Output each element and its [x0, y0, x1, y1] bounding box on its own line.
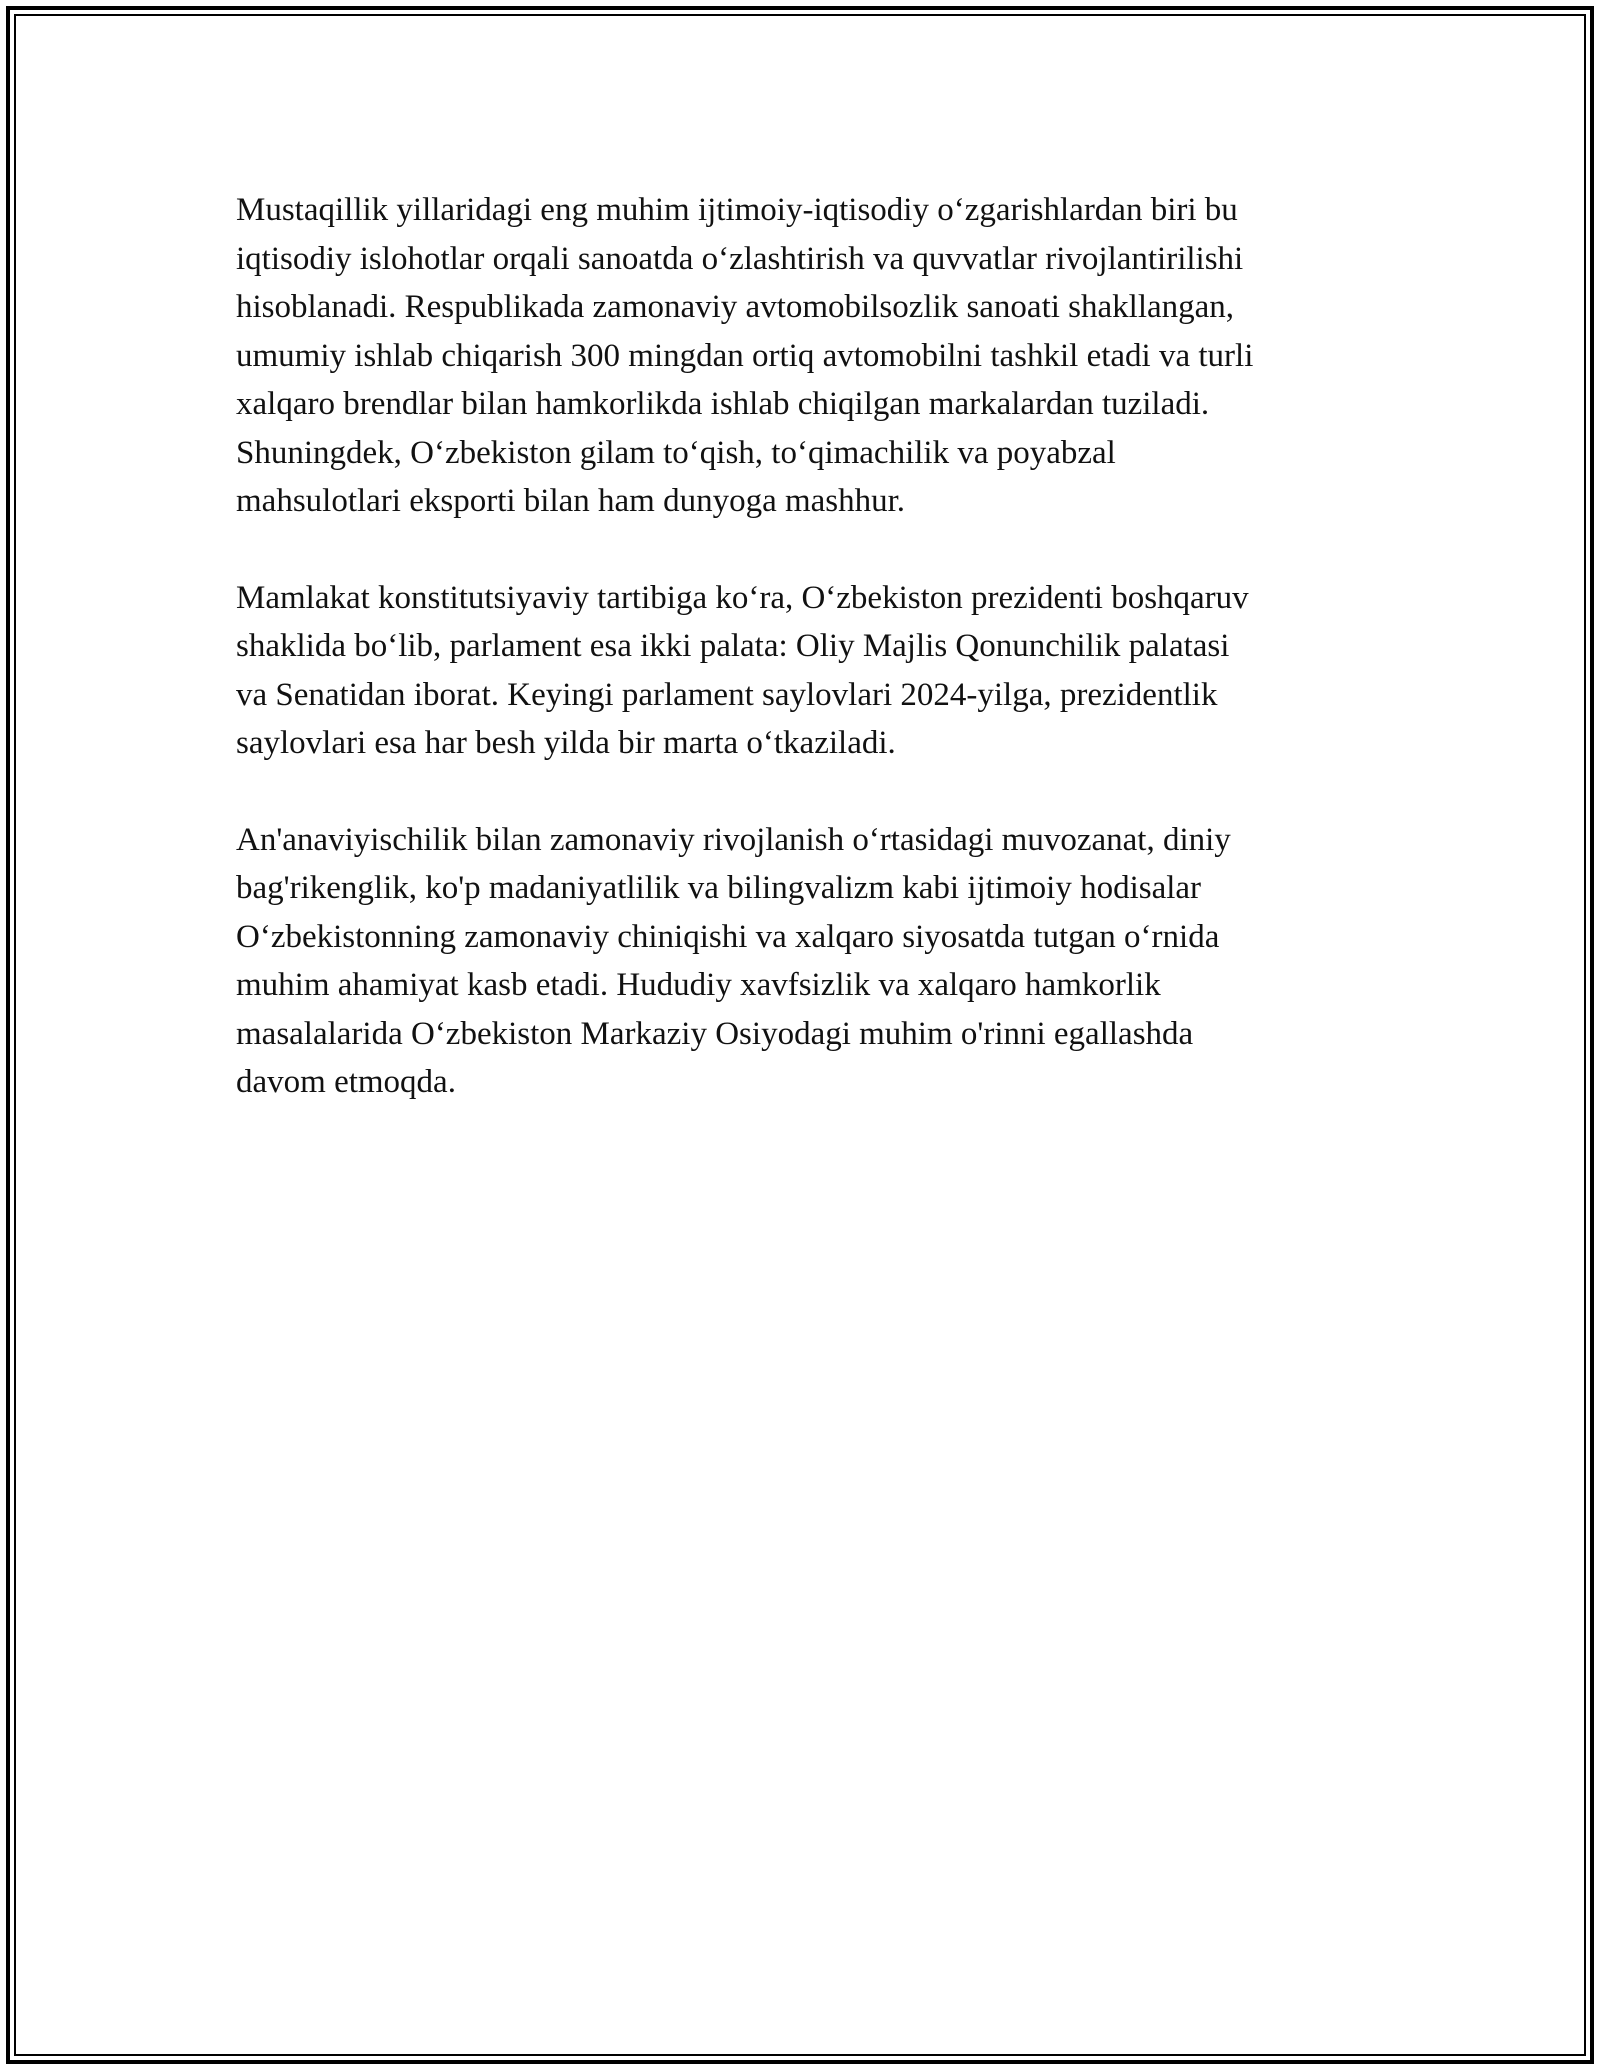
text-line: Shuningdek, Oʻzbekiston gilam toʻqish, toʻqimachilik va poyabzal [236, 434, 1116, 471]
text-line: An'anaviyischilik bilan zamonaviy rivojlanish oʻrtasidagi muvozanat, diniy [236, 821, 1231, 858]
paragraph-society [236, 816, 1386, 1107]
paragraph-government [236, 574, 1386, 768]
document-body [236, 186, 1386, 1155]
text-line: shaklida boʻlib, parlament esa ikki palata: Oliy Majlis Qonunchilik palatasi [236, 628, 1230, 664]
text-line: xalqaro brendlar bilan hamkorlikda ishlab chiqilgan markalardan tuziladi. [236, 386, 1210, 422]
text-line: Mustaqillik yillaridagi eng muhim ijtimoiy-iqtisodiy oʻzgarishlardan biri bu [236, 192, 1238, 228]
paragraph-industry [236, 186, 1386, 526]
text-line: iqtisodiy islohotlar orqali sanoatda oʻzlashtirish va quvvatlar rivojlantirilishi [236, 240, 1244, 277]
text-line: hisoblanadi. Respublikada zamonaviy avtomobilsozlik sanoati shakllangan, [236, 289, 1235, 325]
text-line: Mamlakat konstitutsiyaviy tartibiga koʻra, Oʻzbekiston prezidenti boshqaruv [236, 579, 1249, 616]
text-line: bag'rikenglik, ko'p madaniyatlilik va bilingvalizm kabi ijtimoiy hodisalar [236, 870, 1202, 906]
text-line: Oʻzbekistonning zamonaviy chiniqishi va xalqaro siyosatda tutgan oʻrnida [236, 918, 1220, 955]
text-line: saylovlari esa har besh yilda bir marta oʻtkaziladi. [236, 725, 896, 761]
text-line: muhim ahamiyat kasb etadi. Hududiy xavfsizlik va xalqaro hamkorlik [236, 967, 1161, 1003]
text-line: davom etmoqda. [236, 1064, 456, 1100]
text-line: masalalarida Oʻzbekiston Markaziy Osiyodagi muhim o'rinni egallashda [236, 1015, 1194, 1052]
text-line: va Senatidan iborat. Keyingi parlament saylovlari 2024-yilga, prezidentlik [236, 676, 1218, 713]
text-line: umumiy ishlab chiqarish 300 mingdan ortiq avtomobilni tashkil etadi va turli [236, 337, 1254, 374]
text-line: mahsulotlari eksporti bilan ham dunyoga mashhur. [236, 483, 906, 519]
